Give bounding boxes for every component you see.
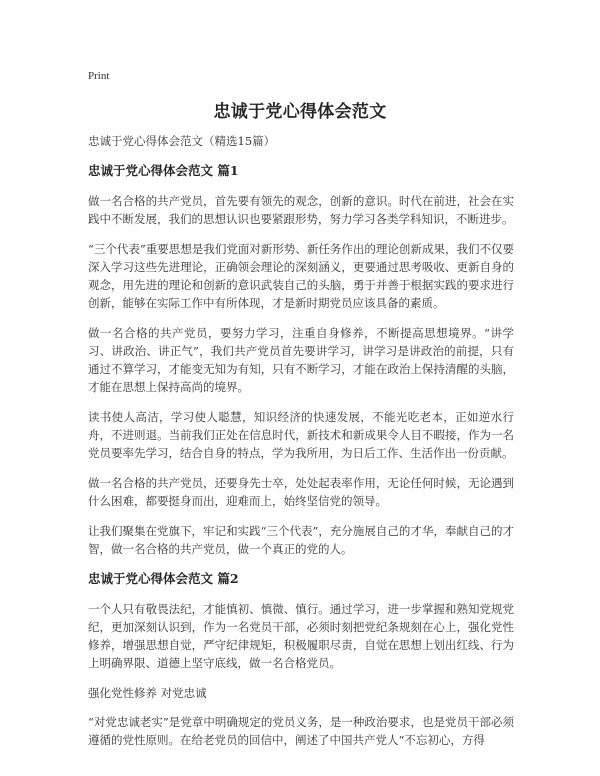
paragraph: 做一名合格的共产党员，首先要有领先的观念，创新的意识。时代在前进，社会在实践中不断发展，我们的思想认识也要紧跟形势，努力学习各类学科知识，不断进步。 — [88, 194, 514, 226]
paragraph: 做一名合格的共产党员，要努力学习，注重自身修养，不断提高思想境界。“讲学习、讲政治、讲正气”，我们共产党员首先要讲学习，讲学习是讲政治的前提，只有通过不算学习，才能变无知为有知，只有不断学习，才能在政治上保持清醒的头脑，才能在思想上保持高尚的境界。 — [88, 326, 514, 394]
subheading-paragraph: 强化党性修养 对党忠诚 — [88, 686, 207, 700]
page-title: 忠诚于党心得体会范文 — [213, 102, 387, 122]
document-body — [88, 132, 514, 761]
paragraph: “三个代表”重要思想是我们党面对新形势、新任务作出的理论创新成果，我们不仅要深入学习这些先进理论，正确领会理论的深刻涵义，更要通过思考吸收、更新自身的观念，用先进的理论和创新的意识武装自己的头脑，勇于并善于根据实践的要求进行创新，能够在实际工作中有所体现，才是新时期党员应该具备的素质。 — [88, 242, 514, 310]
section-heading-1: 忠诚于党心得体会范文 篇1 — [88, 163, 239, 178]
document-subtitle: 忠诚于党心得体会范文（精选15篇） — [88, 134, 276, 148]
paragraph: 做一名合格的共产党员，还要身先士卒，处处起表率作用，无论任何时候，无论遇到什么困难，都要挺身而出，迎难而上，始终坚信党的领导。 — [88, 476, 514, 508]
print-link[interactable]: Print — [88, 70, 110, 82]
paragraph: 一个人只有敬畏法纪，才能慎初、慎微、慎行。通过学习，进一步掌握和熟知党规党纪，更加深刻认识到，作为一名党员干部，必须时刻把党纪条规刻在心上，强化党性修养，增强思想自觉，严守纪律规矩，积极履职尽责，自觉在思想上划出红线、行为上明确界限、道德上坚守底线，做一名合格党员。 — [88, 602, 514, 670]
section-heading-2: 忠诚于党心得体会范文 篇2 — [88, 571, 239, 586]
paragraph: 让我们聚集在党旗下，牢记和实践“三个代表”，充分施展自己的才华，奉献自己的才智，做一名合格的共产党员，做一个真正的党的人。 — [88, 524, 514, 556]
paragraph: “对党忠诚老实”是党章中明确规定的党员义务，是一种政治要求，也是党员干部必须遵循的党性原则。在给老党员的回信中，阐述了中国共产党人“不忘初心，方得 — [88, 715, 514, 747]
paragraph: 读书使人高洁，学习使人聪慧，知识经济的快速发展，不能光吃老本，正如逆水行舟，不进则退。当前我们正处在信息时代，新技术和新成果令人目不暇接，作为一名党员要率先学习，结合自身的特点，学为我所用，为日后工作、生活作出一份贡献。 — [88, 410, 514, 460]
